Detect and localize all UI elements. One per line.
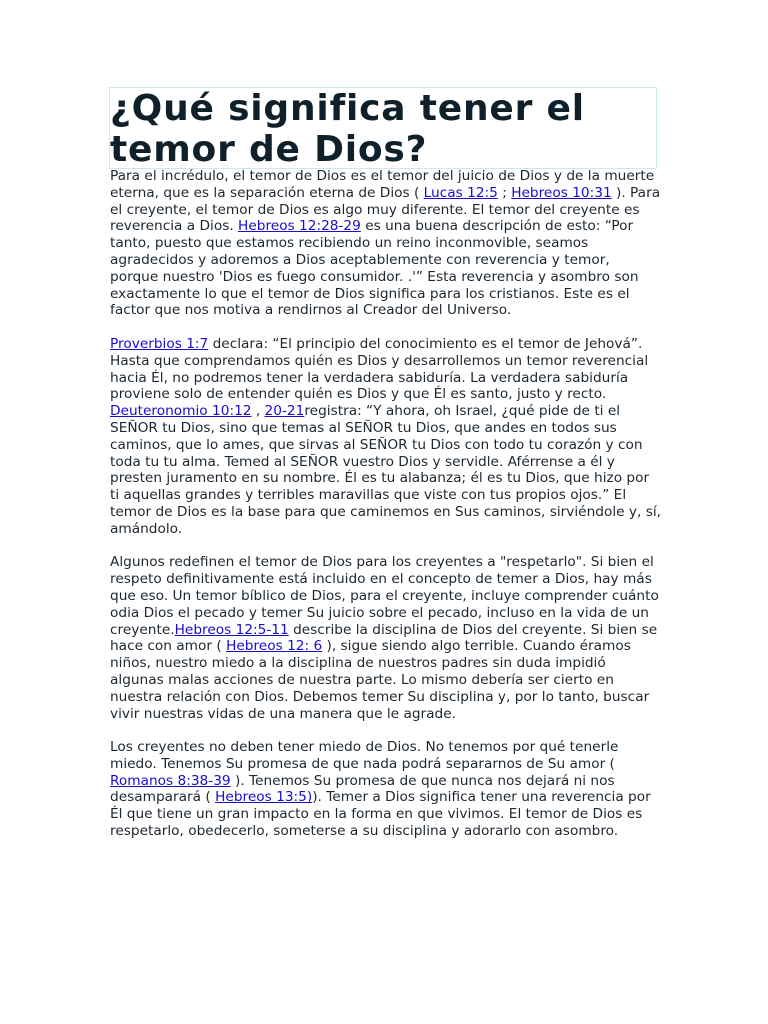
paragraph-text: ). Para el creyente, el temor de Dios es algo muy diferente. El temor del creyente es reverencia a Dios. bbox=[110, 184, 661, 235]
paragraph-3 bbox=[110, 554, 662, 722]
paragraph-text: ), sigue siendo algo terrible. Cuando éramos niños, nuestro miedo a la disciplina de nuestros padres sin duda impidió algunas malas acciones de nuestra parte. Lo mismo debería ser cierto en nuestra relación con Dios. Debemos temer Su disciplina y, por lo tanto, buscar vivir nuestras vidas de una manera que le agrade. bbox=[110, 638, 650, 722]
page-title bbox=[110, 88, 585, 170]
paragraph-2 bbox=[110, 336, 662, 538]
link-hebreos-13-5[interactable]: Hebreos 13:5) bbox=[215, 789, 313, 806]
link-hebreos-10-31[interactable]: Hebreos 10:31 bbox=[511, 184, 612, 201]
link-romanos-8-38-39[interactable]: Romanos 8:38-39 bbox=[110, 772, 231, 789]
title-line-1: ¿Qué significa tener el bbox=[110, 88, 585, 129]
paragraph-text: registra: “Y ahora, oh Israel, ¿qué pide de ti el SEÑOR tu Dios, sino que temas al SEÑOR tu Dios, que andes en todos sus caminos, que lo ames, que sirvas al SEÑOR tu Dios con todo tu corazón y con toda tu tu alma. Temed al SEÑOR vuestro Dios y servidle. Aférrense a él y presten juramento en su nombre. Él es tu alabanza; él es tu Dios, que hizo por ti aquellas grandes y terribles maravillas que viste con tus propios ojos.” El temor de Dios es la base para que caminemos en Sus caminos, sirviéndole y, sí, amándolo. bbox=[110, 403, 661, 537]
paragraph-4 bbox=[110, 739, 662, 840]
article-body bbox=[110, 168, 662, 857]
link-deuteronomio-10-12[interactable]: Deuteronomio 10:12 bbox=[110, 403, 252, 420]
paragraph-text: Los creyentes no deben tener miedo de Dios. No tenemos por qué tenerle miedo. Tenemos Su promesa de que nada podrá separarnos de Su amor ( bbox=[110, 739, 619, 772]
link-hebreos-12-5-11[interactable]: Hebreos 12:5-11 bbox=[174, 621, 289, 638]
paragraph-text: ). Tenemos Su promesa de que nunca nos dejará ni nos desamparará ( bbox=[110, 772, 615, 806]
paragraph-text: ). Temer a Dios significa tener una reverencia por Él que tiene un gran impacto en la forma en que vivimos. El temor de Dios es respetarlo, obedecerlo, someterse a su disciplina y adorarlo con asombro. bbox=[110, 789, 651, 840]
paragraph-text: ; bbox=[497, 184, 512, 201]
paragraph-text: Algunos redefinen el temor de Dios para los creyentes a "respetarlo". Si bien el respeto definitivamente está incluido en el concepto de temer a Dios, hay más que eso. Un temor bíblico de Dios, para el creyente, incluye comprender cuánto odia Dios el pecado y temer Su juicio sobre el pecado, incluso en la vida de un creyente. bbox=[110, 554, 659, 638]
paragraph-1 bbox=[110, 168, 662, 319]
title-line-2: temor de Dios? bbox=[110, 129, 428, 170]
paragraph-text: describe la disciplina de Dios del creyente. Si bien se hace con amor ( bbox=[110, 621, 658, 655]
link-proverbios-1-7[interactable]: Proverbios 1:7 bbox=[110, 335, 209, 352]
link-20-21[interactable]: 20-21 bbox=[264, 403, 305, 420]
link-hebreos-12-28-29[interactable]: Hebreos 12:28-29 bbox=[238, 218, 361, 235]
link-hebreos-12-6[interactable]: Hebreos 12: 6 bbox=[226, 638, 323, 655]
paragraph-text: Para el incrédulo, el temor de Dios es el temor del juicio de Dios y de la muerte eterna, que es la separación eterna de Dios ( bbox=[110, 168, 655, 201]
paragraph-text: es una buena descripción de esto: “Por tanto, puesto que estamos recibiendo un reino inconmovible, seamos agradecidos y adoremos a Dios aceptablemente con reverencia y temor, porque nuestro 'Dios es fuego consumidor. .'” Esta reverencia y asombro son exactamente lo que el temor de Dios significa para los cristianos. Este es el factor que nos motiva a rendirnos al Creador del Universo. bbox=[110, 218, 639, 319]
link-lucas-12-5[interactable]: Lucas 12:5 bbox=[423, 184, 498, 201]
paragraph-text: , bbox=[251, 403, 265, 420]
paragraph-text: declara: “El principio del conocimiento es el temor de Jehová”. Hasta que comprendamos quién es Dios y desarrollemos un temor reverencial hacia Él, no podremos tener la verdadera sabiduría. La verdadera sabiduría proviene solo de entender quién es Dios y que Él es santo, justo y recto. bbox=[110, 335, 649, 403]
